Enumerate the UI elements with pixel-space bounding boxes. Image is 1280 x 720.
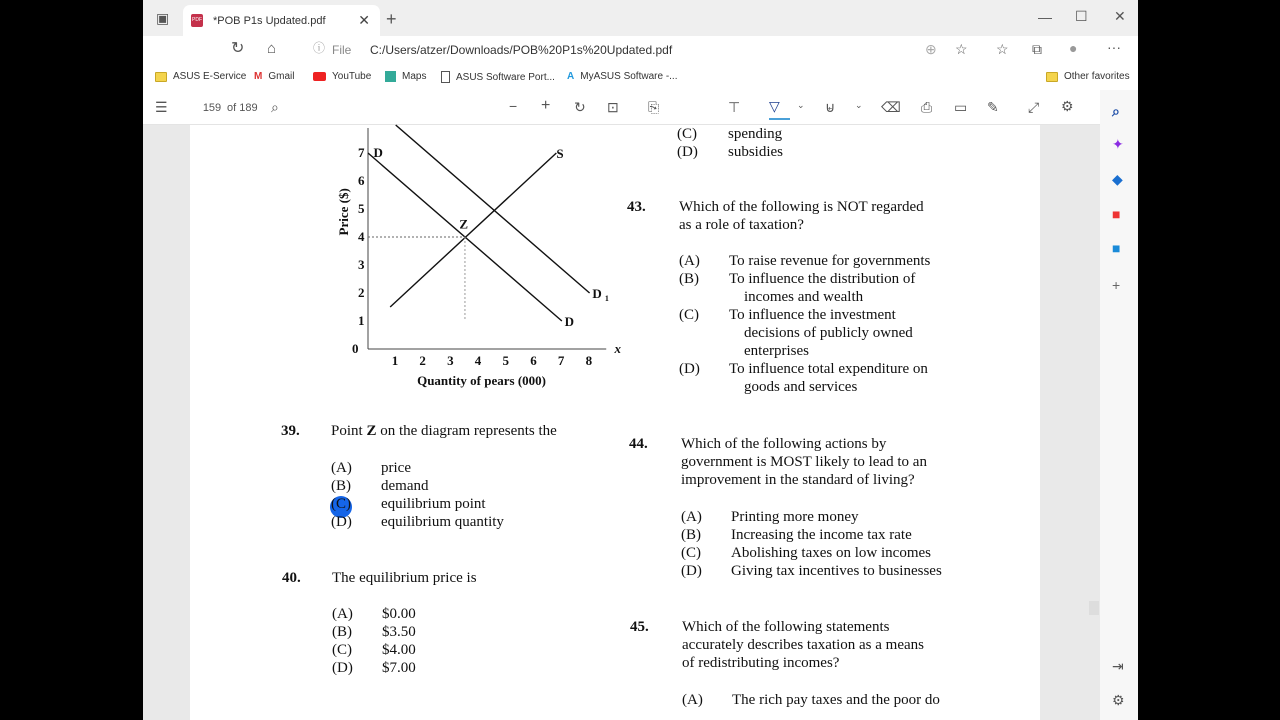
new-tab-icon[interactable]: + bbox=[386, 9, 397, 29]
question-text: improvement in the standard of living? bbox=[681, 472, 915, 488]
y-tick-label: 2 bbox=[358, 285, 365, 300]
bookmark-youtube[interactable]: YouTube bbox=[313, 71, 371, 82]
maximize-icon[interactable]: ☐ bbox=[1075, 8, 1088, 24]
y-tick-label: 3 bbox=[358, 257, 365, 272]
page-view-icon[interactable]: ⎘ bbox=[648, 99, 660, 115]
option-text: decisions of publicly owned bbox=[744, 325, 913, 341]
gmail-icon: M bbox=[254, 71, 263, 82]
option-letter: (A) bbox=[679, 253, 700, 269]
question-text: of redistributing incomes? bbox=[682, 655, 840, 671]
myasus-icon: A bbox=[567, 71, 575, 82]
pdf-page bbox=[190, 125, 1040, 720]
favorites-icon[interactable]: ☆ bbox=[996, 41, 1009, 57]
option-letter: (C) bbox=[677, 126, 697, 142]
add-sidebar-icon[interactable]: + bbox=[1112, 277, 1121, 293]
question-number: 39. bbox=[281, 423, 300, 439]
draw-options-chevron-icon[interactable]: ⌄ bbox=[797, 100, 805, 110]
option-text: To influence the investment bbox=[729, 307, 896, 323]
x-tick-label: 4 bbox=[474, 353, 482, 368]
office-icon[interactable]: ■ bbox=[1112, 206, 1121, 222]
option-text: equilibrium quantity bbox=[381, 514, 504, 530]
option-text: $3.50 bbox=[382, 624, 416, 640]
eraser-icon[interactable]: ⌫ bbox=[881, 99, 901, 115]
fit-page-icon[interactable]: ⊡ bbox=[607, 99, 619, 115]
question-text: Which of the following actions by bbox=[681, 436, 887, 452]
folder-icon bbox=[1046, 72, 1058, 82]
hide-sidebar-icon[interactable]: ⇥ bbox=[1112, 658, 1124, 674]
label-d1-subscript: 1 bbox=[604, 294, 609, 303]
option-letter: (A) bbox=[681, 509, 702, 525]
tab-pdf[interactable] bbox=[183, 5, 380, 36]
close-tab-icon[interactable]: ✕ bbox=[358, 12, 370, 28]
bookmark-maps[interactable]: Maps bbox=[385, 71, 426, 82]
question-text: government is MOST likely to lead to an bbox=[681, 454, 927, 470]
highlight-icon[interactable]: ⊌ bbox=[825, 99, 836, 115]
tab-actions-icon[interactable]: ▣ bbox=[156, 10, 170, 26]
settings-icon[interactable]: ⚙ bbox=[1061, 98, 1074, 114]
option-letter: (B) bbox=[332, 624, 352, 640]
print-icon[interactable]: ⎙ bbox=[921, 99, 933, 115]
browser-window bbox=[143, 0, 1138, 720]
option-text: incomes and wealth bbox=[744, 289, 864, 305]
option-text: enterprises bbox=[744, 343, 809, 359]
zoom-icon[interactable]: ⊕ bbox=[925, 41, 937, 57]
zoom-out-icon[interactable]: − bbox=[509, 98, 518, 114]
option-letter: (C) bbox=[681, 545, 701, 561]
x-tick-label: 7 bbox=[557, 353, 565, 368]
curve-s bbox=[390, 153, 556, 307]
bookmark-myasus[interactable]: A MyASUS Software -... bbox=[567, 71, 678, 82]
bookmarks-bar bbox=[143, 63, 1138, 90]
sidebar-search-icon[interactable]: ⌕ bbox=[1112, 103, 1120, 119]
option-text: The rich pay taxes and the poor do bbox=[732, 692, 940, 708]
refresh-icon[interactable]: ↻ bbox=[231, 40, 245, 57]
other-favorites[interactable]: Other favorites bbox=[1046, 71, 1130, 82]
x-tick-label: 5 bbox=[502, 353, 509, 368]
scheme-label: File bbox=[332, 43, 352, 57]
option-text: Increasing the income tax rate bbox=[731, 527, 912, 543]
option-letter: (C) bbox=[679, 307, 699, 323]
y-tick-label: 7 bbox=[358, 145, 365, 160]
option-letter: (D) bbox=[331, 514, 352, 530]
question-text bbox=[331, 423, 557, 440]
option-text: goods and services bbox=[744, 379, 858, 395]
option-text: equilibrium point bbox=[381, 496, 486, 512]
save-icon[interactable]: ▭ bbox=[954, 99, 968, 115]
supply-demand-chart bbox=[310, 125, 622, 395]
highlight-options-chevron-icon[interactable]: ⌄ bbox=[855, 100, 863, 110]
option-text: price bbox=[381, 460, 411, 476]
edge-sidebar bbox=[1100, 90, 1138, 720]
sidebar-settings-icon[interactable]: ⚙ bbox=[1112, 692, 1125, 708]
y-axis-title: Price ($) bbox=[336, 188, 351, 236]
shopping-tag-icon[interactable]: ◆ bbox=[1112, 171, 1123, 187]
youtube-icon bbox=[313, 72, 326, 81]
option-text: $7.00 bbox=[382, 660, 416, 676]
question-text: as a role of taxation? bbox=[679, 217, 804, 233]
add-text-icon[interactable]: ⊤ bbox=[728, 99, 741, 115]
close-window-icon[interactable]: ✕ bbox=[1114, 8, 1126, 24]
save-as-icon[interactable]: ✎ bbox=[987, 99, 999, 115]
x-axis-label: x bbox=[614, 341, 622, 356]
copilot-icon[interactable]: ✦ bbox=[1112, 136, 1124, 152]
option-letter: (B) bbox=[331, 478, 351, 494]
rotate-icon[interactable]: ↻ bbox=[574, 99, 586, 115]
label-s: S bbox=[556, 146, 564, 161]
zoom-in-icon[interactable]: + bbox=[541, 97, 551, 114]
y-tick-label: 4 bbox=[358, 229, 365, 244]
tab-bar bbox=[143, 0, 1138, 36]
option-letter: (D) bbox=[332, 660, 353, 676]
collections-icon[interactable]: ⧉ bbox=[1032, 41, 1042, 57]
option-text: demand bbox=[381, 478, 429, 494]
x-axis-title: Quantity of pears (000) bbox=[417, 373, 547, 388]
option-text: spending bbox=[728, 126, 783, 142]
option-letter: (D) bbox=[677, 144, 698, 160]
page-count: of 189 bbox=[227, 102, 258, 114]
pdf-icon: PDF bbox=[191, 14, 203, 27]
fullscreen-icon[interactable]: ⤢ bbox=[1028, 99, 1040, 115]
add-favorite-icon[interactable]: ☆ bbox=[955, 41, 968, 57]
contents-icon[interactable]: ☰ bbox=[155, 99, 168, 115]
y-tick-label: 1 bbox=[358, 313, 365, 328]
option-text: Printing more money bbox=[731, 509, 859, 525]
maps-icon bbox=[385, 71, 396, 82]
question-text: accurately describes taxation as a means bbox=[682, 637, 924, 653]
option-text: To influence total expenditure on bbox=[729, 361, 928, 377]
question-number: 44. bbox=[629, 436, 648, 452]
minimize-icon[interactable]: — bbox=[1038, 9, 1052, 25]
x-tick-label: 1 bbox=[391, 353, 399, 368]
question-text-part: Point bbox=[331, 423, 367, 439]
option-letter: (A) bbox=[332, 606, 353, 622]
option-text: $0.00 bbox=[382, 606, 416, 622]
option-text: Abolishing taxes on low incomes bbox=[731, 545, 931, 561]
search-icon[interactable]: ⌕ bbox=[271, 99, 279, 115]
question-text: Which of the following statements bbox=[682, 619, 890, 635]
question-text-part: Z bbox=[366, 423, 377, 439]
more-icon[interactable]: ··· bbox=[1107, 39, 1121, 55]
scrollbar-thumb[interactable] bbox=[1089, 601, 1099, 615]
y-tick-label: 6 bbox=[358, 173, 365, 188]
pdf-toolbar bbox=[143, 90, 1138, 125]
option-letter: (A) bbox=[682, 692, 703, 708]
bookmark-gmail[interactable]: M Gmail bbox=[254, 71, 295, 82]
y-tick-label: 0 bbox=[352, 341, 359, 356]
x-tick-label: 2 bbox=[419, 353, 426, 368]
x-tick-label: 6 bbox=[530, 353, 537, 368]
home-icon[interactable]: ⌂ bbox=[267, 40, 277, 57]
outlook-icon[interactable]: ■ bbox=[1112, 240, 1121, 256]
draw-icon[interactable]: ▽ bbox=[769, 99, 790, 120]
question-text: The equilibrium price is bbox=[332, 570, 477, 586]
bookmark-asus-software[interactable]: ASUS Software Port... bbox=[441, 71, 555, 83]
x-tick-label: 8 bbox=[585, 353, 593, 368]
bookmark-asus-eservice[interactable]: ASUS E-Service bbox=[155, 71, 246, 82]
option-letter: (B) bbox=[681, 527, 701, 543]
option-letter: (C) bbox=[331, 496, 351, 512]
option-letter: (D) bbox=[681, 563, 702, 579]
option-text: Giving tax incentives to businesses bbox=[731, 563, 942, 579]
page-number-input[interactable]: 159 bbox=[202, 102, 222, 114]
label-d1: D bbox=[592, 286, 602, 301]
question-number: 40. bbox=[282, 570, 301, 586]
option-text: To influence the distribution of bbox=[729, 271, 916, 287]
question-number: 43. bbox=[627, 199, 646, 215]
option-text: subsidies bbox=[728, 144, 784, 160]
y-tick-label: 5 bbox=[358, 201, 365, 216]
option-text: $4.00 bbox=[382, 642, 416, 658]
question-text-part: on the diagram represents the bbox=[376, 423, 557, 439]
option-letter: (B) bbox=[679, 271, 699, 287]
folder-icon bbox=[155, 72, 167, 82]
option-letter: (D) bbox=[679, 361, 700, 377]
label-d-bottom: D bbox=[564, 314, 575, 329]
url-input[interactable]: C:/Users/atzer/Downloads/POB%20P1s%20Updated.pdf bbox=[370, 43, 673, 57]
page-icon bbox=[441, 71, 450, 83]
profile-avatar[interactable]: ● bbox=[1069, 40, 1078, 56]
address-bar bbox=[143, 36, 1138, 63]
question-text: Which of the following is NOT regarded bbox=[679, 199, 924, 215]
question-number: 45. bbox=[630, 619, 649, 635]
option-letter: (C) bbox=[332, 642, 352, 658]
option-text: To raise revenue for governments bbox=[729, 253, 931, 269]
label-d-top: D bbox=[373, 145, 383, 160]
option-letter: (A) bbox=[331, 460, 352, 476]
pdf-viewer bbox=[143, 125, 1100, 720]
info-icon[interactable]: ⓘ bbox=[313, 41, 326, 55]
tab-title: *POB P1s Updated.pdf bbox=[213, 14, 326, 27]
x-tick-label: 3 bbox=[447, 353, 454, 368]
label-z: Z bbox=[459, 216, 469, 232]
